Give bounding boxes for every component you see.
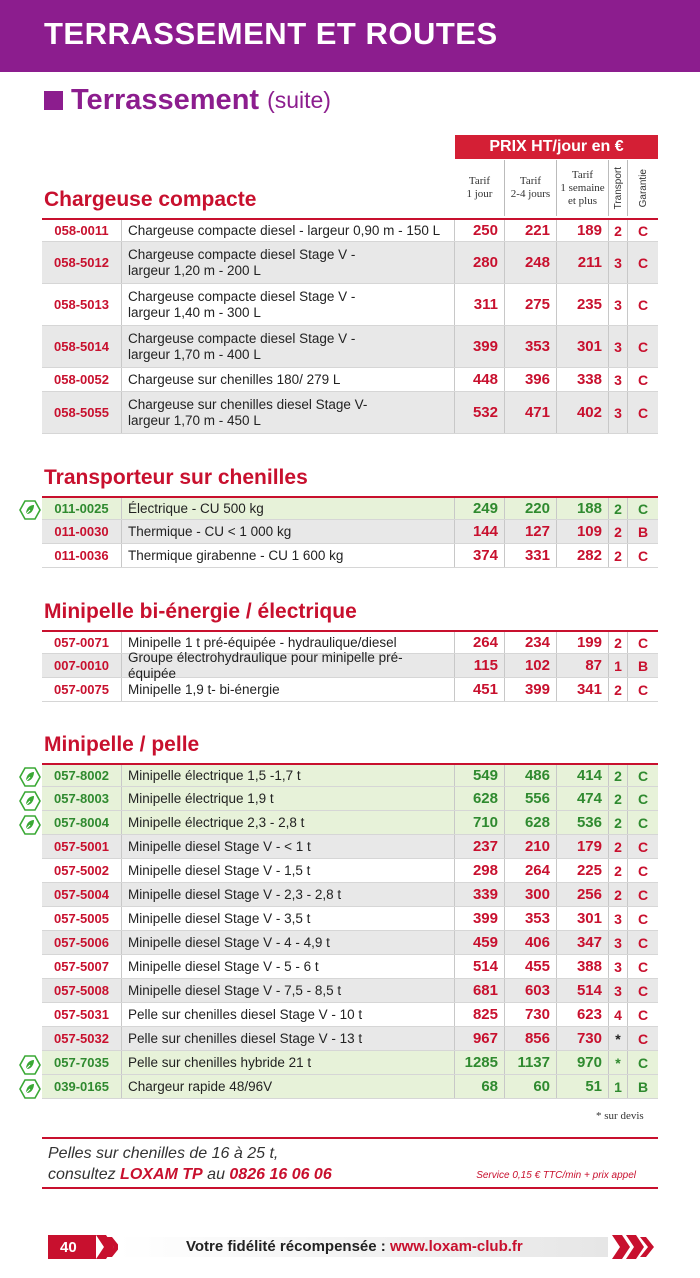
price-2-4-days: 102: [505, 654, 557, 677]
price-1-day: 549: [455, 765, 505, 786]
section-heading: [44, 84, 331, 117]
chevrons-right-icon: [612, 1235, 654, 1259]
guarantee-class: C: [637, 958, 649, 975]
price-1-day: 681: [455, 979, 505, 1002]
product-description: Minipelle 1 t pré-équipée - hydraulique/diesel: [122, 632, 455, 653]
price-week: 414: [557, 765, 609, 786]
product-description: Chargeur rapide 48/96V: [122, 1075, 455, 1098]
guarantee-class: C: [637, 910, 649, 927]
guarantee-class: C: [637, 767, 649, 784]
promo-line-1: Pelles sur chenilles de 16 à 25 t,: [48, 1145, 279, 1162]
table-row: [42, 955, 658, 979]
table-row: [42, 520, 658, 544]
price-1-day: 710: [455, 811, 505, 834]
promo-phone[interactable]: 0826 16 06 06: [229, 1166, 332, 1183]
price-2-4-days: 406: [505, 931, 557, 954]
club-link[interactable]: www.loxam-club.fr: [389, 1238, 523, 1255]
table-row: [42, 907, 658, 931]
guarantee-class: C: [637, 790, 649, 807]
product-code: 011-0025: [42, 498, 122, 519]
guarantee-class: C: [637, 862, 649, 879]
promo-line-2: consultez LOXAM TP au 0826 16 06 06: [48, 1166, 332, 1183]
price-table: [42, 218, 658, 434]
product-description: Chargeuse sur chenilles diesel Stage V- largeur 1,70 m - 450 L: [122, 392, 455, 433]
column-headers: [455, 160, 658, 216]
eco-leaf-icon: [19, 767, 41, 787]
category-title: Transporteur sur chenilles: [44, 466, 308, 489]
product-description: Thermique - CU < 1 000 kg: [122, 520, 455, 543]
table-row: [42, 392, 658, 434]
eco-leaf-icon: [19, 500, 41, 520]
product-description: Minipelle 1,9 t- bi-énergie: [122, 678, 455, 701]
price-2-4-days: 275: [505, 284, 557, 325]
guarantee-class: C: [637, 1054, 649, 1071]
price-2-4-days: 353: [505, 326, 557, 367]
price-week: 188: [557, 498, 609, 519]
product-description: Minipelle diesel Stage V - 3,5 t: [122, 907, 455, 930]
footer-text: Votre fidélité récompensée : www.loxam-club.fr: [186, 1238, 523, 1255]
transport-zone: *: [609, 1027, 628, 1050]
promo-box: [42, 1137, 658, 1189]
price-week: 301: [557, 326, 609, 367]
table-row: [42, 1003, 658, 1027]
table-row: [42, 368, 658, 392]
price-week: 730: [557, 1027, 609, 1050]
product-description: Électrique - CU 500 kg: [122, 498, 455, 519]
price-week: 235: [557, 284, 609, 325]
price-1-day: 448: [455, 368, 505, 391]
product-code: 057-5032: [42, 1027, 122, 1050]
price-week: 970: [557, 1051, 609, 1074]
promo-brand: LOXAM TP: [120, 1166, 203, 1183]
header-band: [0, 0, 700, 72]
section-title: Terrassement: [71, 84, 260, 116]
col-header-garantie: Garantie: [637, 168, 649, 208]
product-code: 057-5006: [42, 931, 122, 954]
eco-leaf-icon: [19, 791, 41, 811]
table-row: [42, 979, 658, 1003]
price-2-4-days: 60: [505, 1075, 557, 1098]
guarantee-class: C: [637, 838, 649, 855]
guarantee-class: C: [637, 634, 649, 651]
table-row: [42, 811, 658, 835]
product-code: 057-7035: [42, 1051, 122, 1074]
price-1-day: 311: [455, 284, 505, 325]
table-row: [42, 284, 658, 326]
product-code: 011-0030: [42, 520, 122, 543]
col-header-1day: Tarif 1 jour: [455, 160, 505, 216]
transport-zone: 2: [609, 520, 628, 543]
price-week: 341: [557, 678, 609, 701]
transport-zone: 1: [609, 654, 628, 677]
transport-zone: 2: [609, 544, 628, 567]
guarantee-class: C: [637, 547, 649, 564]
col-header-week: Tarif 1 semaine et plus: [557, 160, 609, 216]
transport-zone: 2: [609, 883, 628, 906]
transport-zone: 2: [609, 835, 628, 858]
price-week: 623: [557, 1003, 609, 1026]
table-row: [42, 544, 658, 568]
product-code: 058-5055: [42, 392, 122, 433]
price-1-day: 237: [455, 835, 505, 858]
guarantee-class: C: [637, 1030, 649, 1047]
price-1-day: 1285: [455, 1051, 505, 1074]
guarantee-class: C: [637, 982, 649, 999]
product-code: 057-0075: [42, 678, 122, 701]
transport-zone: 3: [609, 931, 628, 954]
price-2-4-days: 628: [505, 811, 557, 834]
price-2-4-days: 399: [505, 678, 557, 701]
product-code: 058-0052: [42, 368, 122, 391]
product-code: 057-5031: [42, 1003, 122, 1026]
table-row: [42, 1027, 658, 1051]
product-code: 058-5012: [42, 242, 122, 283]
price-2-4-days: 455: [505, 955, 557, 978]
price-week: 179: [557, 835, 609, 858]
product-description: Pelle sur chenilles hybride 21 t: [122, 1051, 455, 1074]
price-week: 225: [557, 859, 609, 882]
product-code: 011-0036: [42, 544, 122, 567]
product-code: 057-5004: [42, 883, 122, 906]
transport-zone: 3: [609, 979, 628, 1002]
col-header-2-4days: Tarif 2-4 jours: [505, 160, 557, 216]
table-row: [42, 496, 658, 520]
price-1-day: 459: [455, 931, 505, 954]
price-1-day: 280: [455, 242, 505, 283]
eco-leaf-icon: [19, 1079, 41, 1099]
price-header: PRIX HT/jour en €: [455, 135, 658, 159]
price-1-day: 144: [455, 520, 505, 543]
price-2-4-days: 127: [505, 520, 557, 543]
price-1-day: 249: [455, 498, 505, 519]
price-2-4-days: 234: [505, 632, 557, 653]
footnote: * sur devis: [596, 1110, 644, 1122]
product-description: Chargeuse compacte diesel - largeur 0,90 m - 150 L: [122, 220, 455, 241]
col-header-transport: Transport: [609, 160, 628, 216]
transport-zone: 4: [609, 1003, 628, 1026]
product-code: 057-8002: [42, 765, 122, 786]
section-suffix: (suite): [267, 87, 331, 113]
guarantee-class: C: [637, 681, 649, 698]
price-2-4-days: 486: [505, 765, 557, 786]
price-2-4-days: 396: [505, 368, 557, 391]
guarantee-class: C: [637, 886, 649, 903]
transport-zone: *: [609, 1051, 628, 1074]
price-1-day: 250: [455, 220, 505, 241]
price-1-day: 68: [455, 1075, 505, 1098]
transport-zone: 3: [609, 955, 628, 978]
guarantee-class: C: [637, 404, 649, 421]
price-2-4-days: 603: [505, 979, 557, 1002]
product-description: Pelle sur chenilles diesel Stage V - 13 t: [122, 1027, 455, 1050]
table-row: [42, 835, 658, 859]
price-week: 301: [557, 907, 609, 930]
transport-zone: 2: [609, 220, 628, 241]
price-week: 474: [557, 787, 609, 810]
price-2-4-days: 471: [505, 392, 557, 433]
guarantee-class: C: [637, 1006, 649, 1023]
product-description: Minipelle diesel Stage V - 2,3 - 2,8 t: [122, 883, 455, 906]
table-row: [42, 787, 658, 811]
price-1-day: 532: [455, 392, 505, 433]
product-code: 057-5002: [42, 859, 122, 882]
price-1-day: 514: [455, 955, 505, 978]
price-week: 514: [557, 979, 609, 1002]
price-week: 189: [557, 220, 609, 241]
transport-zone: 3: [609, 284, 628, 325]
category-title: Minipelle / pelle: [44, 733, 200, 756]
product-description: Groupe électrohydraulique pour minipelle pré-équipée: [122, 654, 455, 677]
table-row: [42, 242, 658, 284]
page-title: TERRASSEMENT ET ROUTES: [44, 16, 498, 51]
table-row: [42, 763, 658, 787]
product-code: 039-0165: [42, 1075, 122, 1098]
product-description: Minipelle électrique 2,3 - 2,8 t: [122, 811, 455, 834]
guarantee-class: C: [637, 222, 649, 239]
table-row: [42, 678, 658, 702]
product-description: Thermique girabenne - CU 1 600 kg: [122, 544, 455, 567]
product-code: 058-5013: [42, 284, 122, 325]
product-description: Chargeuse sur chenilles 180/ 279 L: [122, 368, 455, 391]
price-2-4-days: 353: [505, 907, 557, 930]
transport-zone: 2: [609, 498, 628, 519]
price-week: 51: [557, 1075, 609, 1098]
promo-service-note: Service 0,15 € TTC/min + prix appel: [476, 1170, 636, 1181]
price-week: 211: [557, 242, 609, 283]
price-2-4-days: 264: [505, 859, 557, 882]
table-row: [42, 931, 658, 955]
price-1-day: 399: [455, 907, 505, 930]
price-1-day: 628: [455, 787, 505, 810]
price-2-4-days: 556: [505, 787, 557, 810]
table-row: [42, 218, 658, 242]
product-description: Minipelle électrique 1,9 t: [122, 787, 455, 810]
price-2-4-days: 331: [505, 544, 557, 567]
price-week: 402: [557, 392, 609, 433]
price-table: [42, 630, 658, 702]
price-2-4-days: 300: [505, 883, 557, 906]
price-2-4-days: 856: [505, 1027, 557, 1050]
price-table: [42, 496, 658, 568]
price-2-4-days: 730: [505, 1003, 557, 1026]
price-1-day: 298: [455, 859, 505, 882]
table-row: [42, 649, 658, 681]
price-week: 347: [557, 931, 609, 954]
price-2-4-days: 220: [505, 498, 557, 519]
price-1-day: 374: [455, 544, 505, 567]
guarantee-class: C: [637, 934, 649, 951]
transport-zone: 2: [609, 765, 628, 786]
transport-zone: 2: [609, 632, 628, 653]
section-square-icon: [44, 91, 63, 110]
transport-zone: 2: [609, 859, 628, 882]
guarantee-class: B: [637, 1078, 649, 1095]
price-1-day: 967: [455, 1027, 505, 1050]
product-code: 007-0010: [42, 654, 122, 677]
price-week: 338: [557, 368, 609, 391]
product-description: Chargeuse compacte diesel Stage V - largeur 1,20 m - 200 L: [122, 242, 455, 283]
price-table: [42, 763, 658, 1099]
price-1-day: 451: [455, 678, 505, 701]
transport-zone: 1: [609, 1075, 628, 1098]
product-description: Minipelle diesel Stage V - 5 - 6 t: [122, 955, 455, 978]
product-description: Minipelle diesel Stage V - < 1 t: [122, 835, 455, 858]
price-1-day: 825: [455, 1003, 505, 1026]
product-code: 057-5008: [42, 979, 122, 1002]
price-2-4-days: 1137: [505, 1051, 557, 1074]
product-code: 057-8004: [42, 811, 122, 834]
product-code: 058-5014: [42, 326, 122, 367]
price-week: 388: [557, 955, 609, 978]
price-2-4-days: 210: [505, 835, 557, 858]
table-row: [42, 1075, 658, 1099]
product-description: Chargeuse compacte diesel Stage V - largeur 1,70 m - 400 L: [122, 326, 455, 367]
price-1-day: 115: [455, 654, 505, 677]
transport-zone: 3: [609, 907, 628, 930]
guarantee-class: C: [637, 296, 649, 313]
guarantee-class: B: [637, 523, 649, 540]
transport-zone: 3: [609, 326, 628, 367]
transport-zone: 2: [609, 811, 628, 834]
price-week: 199: [557, 632, 609, 653]
product-code: 057-8003: [42, 787, 122, 810]
price-week: 282: [557, 544, 609, 567]
table-row: [42, 859, 658, 883]
transport-zone: 3: [609, 392, 628, 433]
table-row: [42, 883, 658, 907]
product-description: Chargeuse compacte diesel Stage V - largeur 1,40 m - 300 L: [122, 284, 455, 325]
price-week: 109: [557, 520, 609, 543]
price-2-4-days: 221: [505, 220, 557, 241]
product-description: Minipelle diesel Stage V - 1,5 t: [122, 859, 455, 882]
product-description: Pelle sur chenilles diesel Stage V - 10 t: [122, 1003, 455, 1026]
product-code: 058-0011: [42, 220, 122, 241]
product-code: 057-5001: [42, 835, 122, 858]
price-week: 87: [557, 654, 609, 677]
price-1-day: 339: [455, 883, 505, 906]
guarantee-class: C: [637, 500, 649, 517]
guarantee-class: C: [637, 814, 649, 831]
category-title: Minipelle bi-énergie / électrique: [44, 600, 357, 623]
product-description: Minipelle diesel Stage V - 7,5 - 8,5 t: [122, 979, 455, 1002]
footer: [0, 1232, 700, 1262]
guarantee-class: C: [637, 254, 649, 271]
table-row: [42, 326, 658, 368]
page-number: 40: [48, 1235, 96, 1259]
transport-zone: 2: [609, 678, 628, 701]
category-title: Chargeuse compacte: [44, 188, 257, 211]
guarantee-class: C: [637, 338, 649, 355]
price-2-4-days: 248: [505, 242, 557, 283]
transport-zone: 3: [609, 368, 628, 391]
table-row: [42, 1051, 658, 1075]
product-code: 057-0071: [42, 632, 122, 653]
transport-zone: 3: [609, 242, 628, 283]
price-1-day: 399: [455, 326, 505, 367]
product-code: 057-5005: [42, 907, 122, 930]
eco-leaf-icon: [19, 815, 41, 835]
eco-leaf-icon: [19, 1055, 41, 1075]
product-description: Minipelle diesel Stage V - 4 - 4,9 t: [122, 931, 455, 954]
guarantee-class: C: [637, 371, 649, 388]
guarantee-class: B: [637, 657, 649, 674]
price-1-day: 264: [455, 632, 505, 653]
price-week: 256: [557, 883, 609, 906]
transport-zone: 2: [609, 787, 628, 810]
product-description: Minipelle électrique 1,5 -1,7 t: [122, 765, 455, 786]
price-week: 536: [557, 811, 609, 834]
product-code: 057-5007: [42, 955, 122, 978]
